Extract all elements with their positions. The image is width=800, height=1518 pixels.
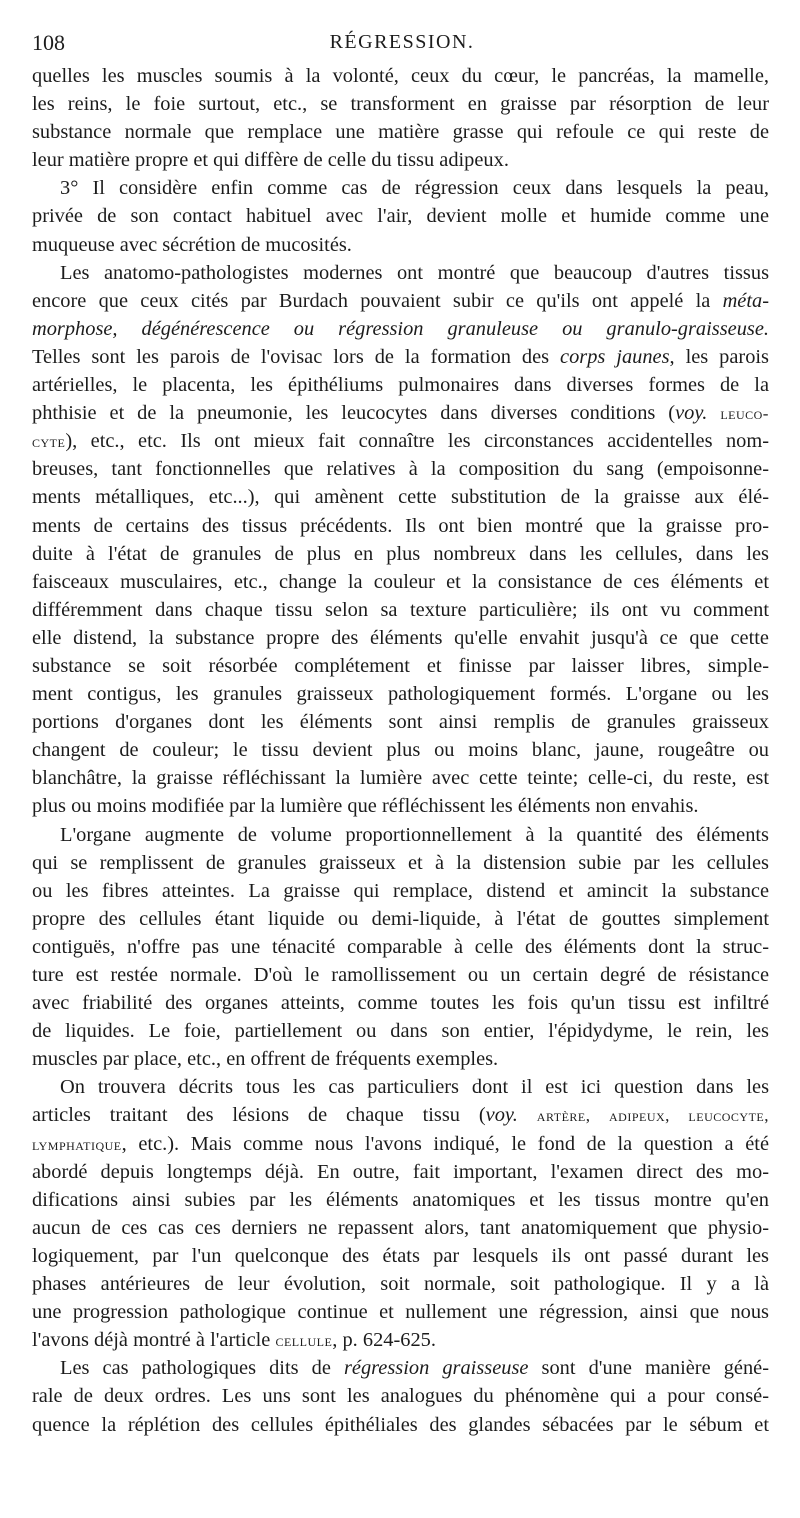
text-line	[32, 483, 769, 511]
text-segment: l'avons déjà montré à l'article	[32, 1329, 276, 1352]
text-line	[32, 399, 769, 427]
text-segment: substance se soit résorbée complétement et finisse par laisser libres, simple-	[32, 654, 769, 677]
text-line	[32, 90, 769, 118]
text-segment: portions d'organes dont les éléments sont ainsi remplis de granules graisseux	[32, 711, 769, 734]
text-segment: qui se remplissent de granules graisseux et à la distension subie par les cellules	[32, 851, 769, 874]
text-segment: phases antérieures de leur évolution, soit normale, soit pathologique. Il y a là	[32, 1273, 769, 1296]
text-line	[32, 146, 769, 174]
text-line	[32, 736, 769, 764]
text-line	[32, 427, 769, 455]
text-segment: difications ainsi subies par les éléments anatomiques et les tissus montre qu'en	[32, 1188, 769, 1211]
text-segment: changent de couleur; le tissu devient plus ou moins blanc, jaune, rougeâtre ou	[32, 739, 769, 762]
text-segment: les reins, le foie surtout, etc., se transforment en graisse par résorption de leur	[32, 93, 769, 116]
text-segment: ou les fibres atteintes. La graisse qui remplace, distend et amincit la substance	[32, 879, 769, 902]
small-caps-text: artère, adipeux, leucocyte,	[536, 1106, 770, 1126]
italic-text: méta-	[722, 289, 769, 312]
text-line	[32, 1158, 769, 1186]
text-segment: quelles les muscles soumis à la volonté, ceux du cœur, le pancréas, la mamelle,	[32, 65, 769, 87]
italic-text: régression graisseuse	[343, 1357, 529, 1380]
text-segment: , p. 624-625.	[332, 1329, 436, 1352]
page-number: 108	[32, 30, 65, 55]
text-segment: leur matière propre et qui diffère de celle du tissu adipeux.	[32, 149, 509, 172]
text-segment: avec friabilité des organes atteints, comme toutes les fois qu'un tissu est infiltré	[32, 992, 769, 1015]
small-caps-text: cellule	[275, 1331, 333, 1351]
small-caps-text: lymphatique	[32, 1134, 122, 1154]
page-header	[32, 30, 772, 60]
text-segment: propre des cellules étant liquide ou demi-liquide, à l'état de gouttes simplement	[32, 907, 769, 930]
text-segment: ments métalliques, etc...), qui amènent cette substitution de la graisse aux élé-	[32, 486, 769, 509]
text-segment: une progression pathologique continue et nullement une régression, ainsi que nous	[32, 1301, 769, 1324]
text-line	[32, 315, 769, 343]
text-line	[32, 174, 769, 202]
text-segment: ), etc., etc. Ils ont mieux fait connaître les circonstances accidentelles nom-	[65, 430, 769, 453]
running-title: RÉGRESSION.	[329, 31, 475, 53]
text-segment: de liquides. Le foie, partiellement ou dans son entier, l'épidydyme, le rein, les	[32, 1020, 769, 1043]
text-line	[32, 1130, 769, 1158]
text-line	[32, 1382, 769, 1410]
text-line	[32, 287, 769, 315]
text-line	[32, 512, 769, 540]
text-segment: duite à l'état de granules de plus en plus nombreux dans les cellules, dans les	[32, 542, 769, 565]
text-line	[32, 1326, 769, 1354]
text-line	[32, 905, 769, 933]
text-segment: faisceaux musculaires, etc., change la couleur et la consistance de ces éléments et	[32, 570, 769, 593]
text-segment: , etc.). Mais comme nous l'avons indiqué, le fond de la question a été	[121, 1132, 769, 1155]
text-segment: blanchâtre, la graisse réfléchissant la lumière avec cette teinte; celle-ci, du reste, est	[32, 767, 769, 790]
italic-text: morphose, dégénérescence ou régression granuleuse ou granulo-graisseuse.	[32, 317, 769, 340]
text-line	[32, 568, 769, 596]
text-segment: quence la réplétion des cellules épithéliales des glandes sébacées par le sébum et	[32, 1413, 769, 1436]
text-line	[32, 540, 769, 568]
text-segment: muscles par place, etc., en offrent de fréquents exemples.	[32, 1048, 499, 1071]
text-line	[32, 202, 769, 230]
text-line	[32, 1017, 769, 1045]
text-segment	[518, 1104, 537, 1126]
text-segment: abordé depuis longtemps déjà. En outre, fait important, l'examen direct des mo-	[32, 1160, 769, 1183]
text-line	[32, 624, 769, 652]
text-segment: logiquement, par l'un quelconque des états par lesquels ils ont passé durant les	[32, 1244, 769, 1267]
text-line	[32, 821, 769, 849]
text-line	[32, 652, 769, 680]
text-segment: artérielles, le placenta, les épithéliums pulmonaires dans diverses formes de la	[32, 374, 769, 397]
text-line	[32, 764, 769, 792]
small-caps-text: cyte	[32, 432, 66, 452]
text-segment: L'organe augmente de volume proportionnellement à la quantité des éléments	[60, 823, 769, 846]
text-segment	[707, 402, 720, 424]
text-line	[32, 1354, 769, 1382]
text-line	[32, 849, 769, 877]
text-segment: substance normale que remplace une matière grasse qui refoule ce qui reste de	[32, 121, 769, 144]
text-line	[32, 792, 769, 820]
text-segment: encore que ceux cités par Burdach pouvaient subir ce qu'ils ont appelé la	[32, 289, 723, 312]
text-line	[32, 989, 769, 1017]
text-line	[32, 1298, 769, 1326]
text-segment: ment contigus, les granules graisseux pathologiquement formés. L'organe ou les	[32, 683, 769, 706]
text-segment: Les cas pathologiques dits de	[60, 1357, 344, 1380]
text-line	[32, 961, 769, 989]
text-line	[32, 877, 769, 905]
text-segment: phthisie et de la pneumonie, les leucocytes dans diverses conditions (	[32, 402, 676, 425]
text-segment: rale de deux ordres. Les uns sont les analogues du phénomène qui a pour consé-	[32, 1385, 769, 1408]
text-segment: privée de son contact habituel avec l'air, devient molle et humide comme une	[32, 205, 769, 228]
text-segment: muqueuse avec sécrétion de mucosités.	[32, 233, 352, 256]
text-line	[32, 1214, 769, 1242]
text-line	[32, 1101, 769, 1129]
text-line	[32, 62, 769, 90]
text-line	[32, 371, 769, 399]
text-line	[32, 1242, 769, 1270]
text-line	[32, 343, 769, 371]
text-segment: sont d'une manière géné-	[528, 1357, 770, 1380]
text-segment: 3° Il considère enfin comme cas de régression ceux dans lesquels la peau,	[60, 177, 769, 200]
text-segment: Telles sont les parois de l'ovisac lors de la formation des	[32, 345, 561, 368]
italic-text: voy.	[675, 402, 708, 425]
text-line	[32, 455, 769, 483]
text-segment: Les anatomo-pathologistes modernes ont montré que beaucoup d'autres tissus	[60, 261, 769, 284]
text-line	[32, 1270, 769, 1298]
text-line	[32, 231, 769, 259]
text-segment: , les parois	[669, 345, 769, 368]
text-segment: aucun de ces cas ces derniers ne repassent alors, tant anatomiquement que physio-	[32, 1216, 769, 1239]
text-line	[32, 1073, 769, 1101]
text-segment: articles traitant des lésions de chaque tissu (	[32, 1104, 486, 1127]
text-line	[32, 259, 769, 287]
text-line	[32, 1411, 769, 1439]
text-segment: breuses, tant fonctionnelles que relatives à la composition du sang (empoisonne-	[32, 458, 769, 481]
italic-text: voy.	[485, 1104, 518, 1127]
text-segment: plus ou moins modifiée par la lumière que réfléchissent les éléments non envahis.	[32, 795, 699, 818]
small-caps-text: leuco-	[720, 404, 769, 424]
text-segment: différemment dans chaque tissu selon sa texture particulière; ils ont vu comment	[32, 598, 769, 621]
text-line	[32, 1186, 769, 1214]
text-segment: ture est restée normale. D'où le ramollissement ou un certain degré de résistance	[32, 964, 769, 986]
text-line	[32, 933, 769, 961]
text-line	[32, 1045, 769, 1073]
text-line	[32, 118, 769, 146]
italic-text: corps jaunes	[560, 345, 670, 368]
body-text	[32, 62, 769, 1439]
text-segment: elle distend, la substance propre des éléments qu'elle envahit jusqu'à ce que cette	[32, 626, 769, 649]
text-line	[32, 680, 769, 708]
text-line	[32, 708, 769, 736]
text-segment: ments de certains des tissus précédents. Ils ont bien montré que la graisse pro-	[32, 514, 769, 537]
text-segment: contiguës, n'offre pas une ténacité comparable à celle des éléments dont la struc-	[32, 935, 769, 958]
text-segment: On trouvera décrits tous les cas particuliers dont il est ici question dans les	[60, 1076, 769, 1099]
text-line	[32, 596, 769, 624]
